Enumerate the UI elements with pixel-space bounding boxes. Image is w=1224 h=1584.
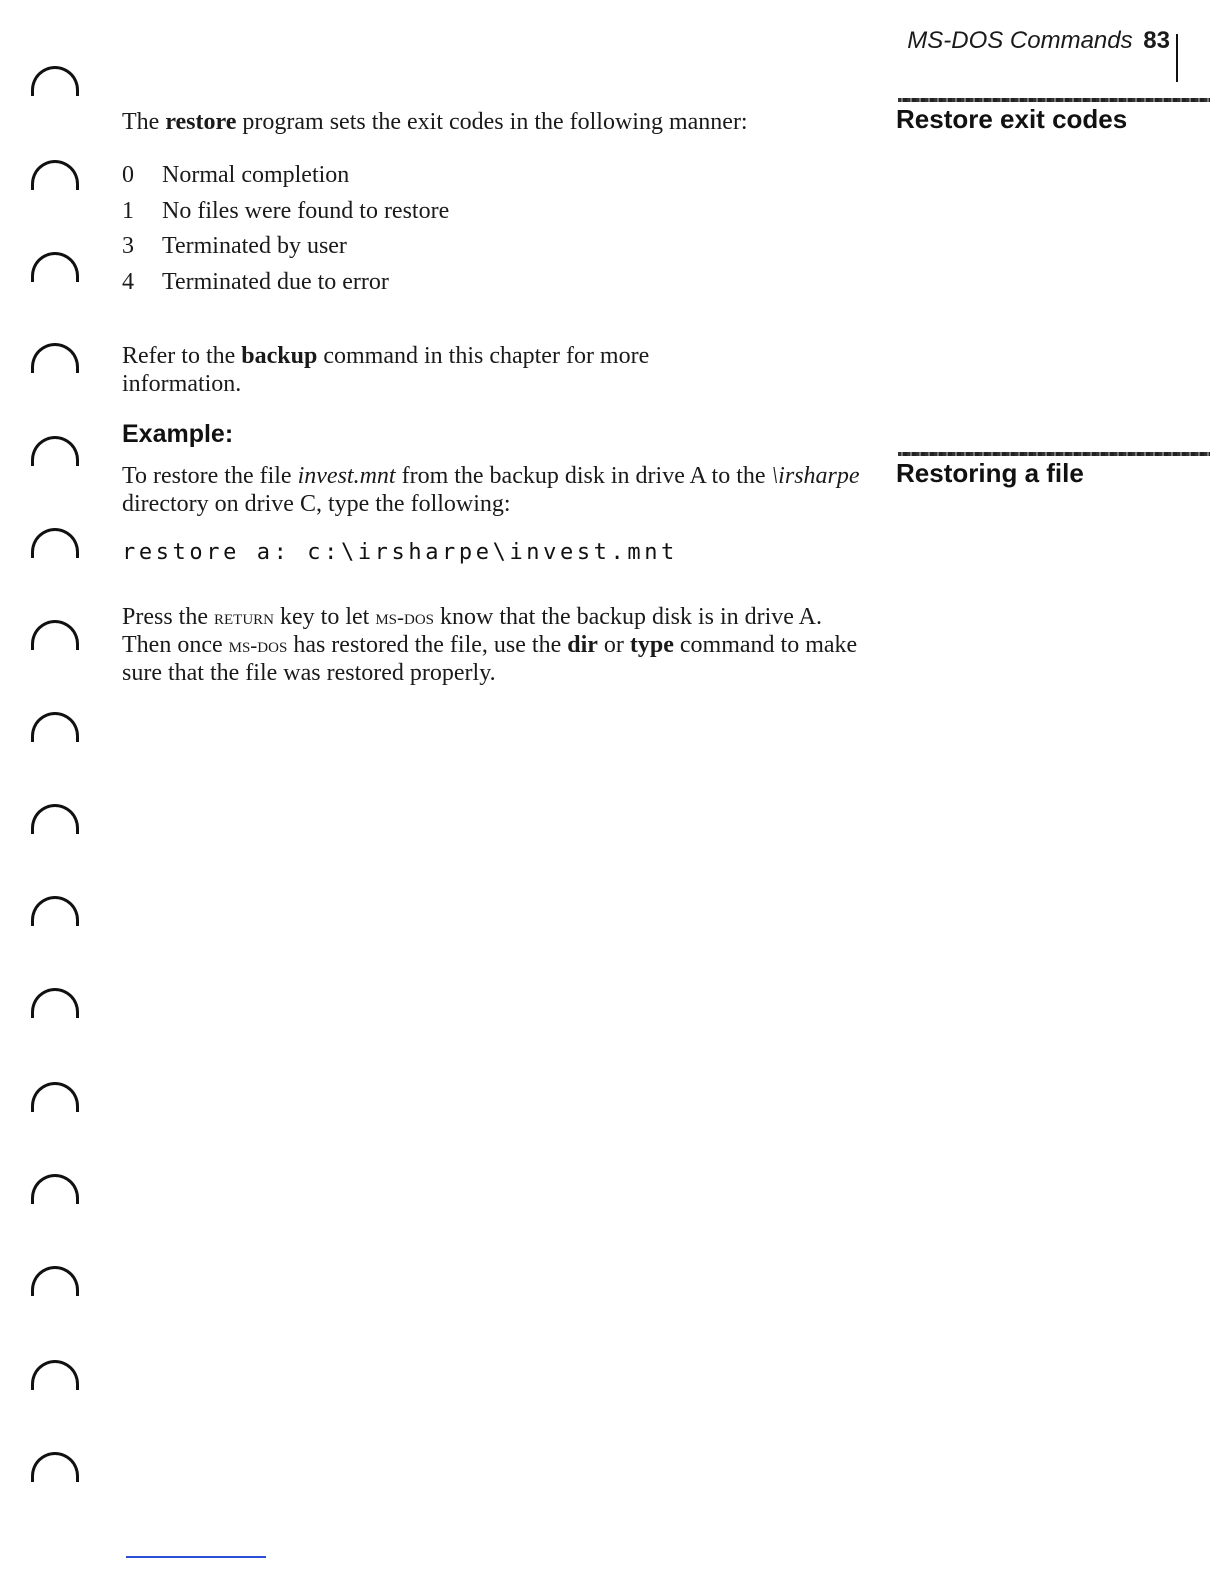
binder-hole <box>31 252 79 282</box>
example-paragraph: To restore the file invest.mnt from the backup disk in drive A to the \irsharpe directory on drive C, type the following: <box>122 463 860 517</box>
list-item <box>122 265 449 301</box>
exit-code-text: Terminated by user <box>162 233 347 259</box>
binder-hole <box>31 1266 79 1296</box>
header-rule <box>1176 34 1178 82</box>
restore-command-ref: restore <box>165 109 237 135</box>
binder-hole <box>31 1082 79 1112</box>
command-example: restore a: c:\irsharpe\invest.mnt <box>122 540 678 565</box>
page-number: 83 <box>1143 27 1170 54</box>
type-command-ref: type <box>629 632 674 658</box>
exit-code-number: 3 <box>122 233 134 259</box>
sidebar-heading-restoring: Restoring a file <box>896 458 1084 488</box>
exit-code-text: Terminated due to error <box>162 268 389 295</box>
binder-hole <box>31 66 79 96</box>
binder-hole <box>31 804 79 834</box>
example-heading: Example: <box>122 420 234 448</box>
binder-hole <box>31 712 79 742</box>
return-key-label: return <box>214 605 274 629</box>
sidebar-heading-exit-codes: Restore exit codes <box>896 104 1128 134</box>
binder-hole <box>31 1452 79 1482</box>
dir-command-ref: dir <box>567 632 598 658</box>
running-title: MS-DOS Commands <box>907 27 1133 54</box>
binder-hole <box>31 1174 79 1204</box>
exit-code-number: 4 <box>122 268 134 295</box>
refer-paragraph: Refer to the backup command in this chapter for more information. <box>122 343 650 397</box>
list-item <box>122 158 449 194</box>
binder-hole <box>31 528 79 558</box>
exit-code-number: 0 <box>122 162 134 188</box>
exit-code-text: No files were found to restore <box>162 197 450 224</box>
binder-hole <box>31 1360 79 1390</box>
page-header <box>880 26 1170 56</box>
msdos-label: ms-dos <box>375 605 434 629</box>
list-item <box>122 194 449 230</box>
msdos-label: ms-dos <box>228 633 288 657</box>
side-rule <box>898 98 1210 102</box>
binder-hole <box>31 343 79 373</box>
exit-code-list <box>122 158 449 300</box>
exit-code-number: 1 <box>122 197 134 224</box>
binder-hole <box>31 988 79 1018</box>
exit-code-text: Normal completion <box>162 162 350 188</box>
binder-hole <box>31 436 79 466</box>
list-item <box>122 229 449 265</box>
side-rule <box>898 452 1210 456</box>
binder-hole <box>31 620 79 650</box>
directory-name: \irsharpe <box>771 463 860 489</box>
binder-hole <box>31 160 79 190</box>
binder-hole <box>31 896 79 926</box>
instruction-paragraph: Press the return key to let ms-dos know that the backup disk is in drive A. Then once ms-dos has restored the file, use the dir or type command to make sure that the file was restored properly. <box>122 604 858 686</box>
footer-line <box>126 1556 266 1558</box>
backup-command-ref: backup <box>241 343 318 369</box>
intro-paragraph: The restore program sets the exit codes in the following manner: <box>122 109 748 135</box>
filename: invest.mnt <box>297 463 396 489</box>
